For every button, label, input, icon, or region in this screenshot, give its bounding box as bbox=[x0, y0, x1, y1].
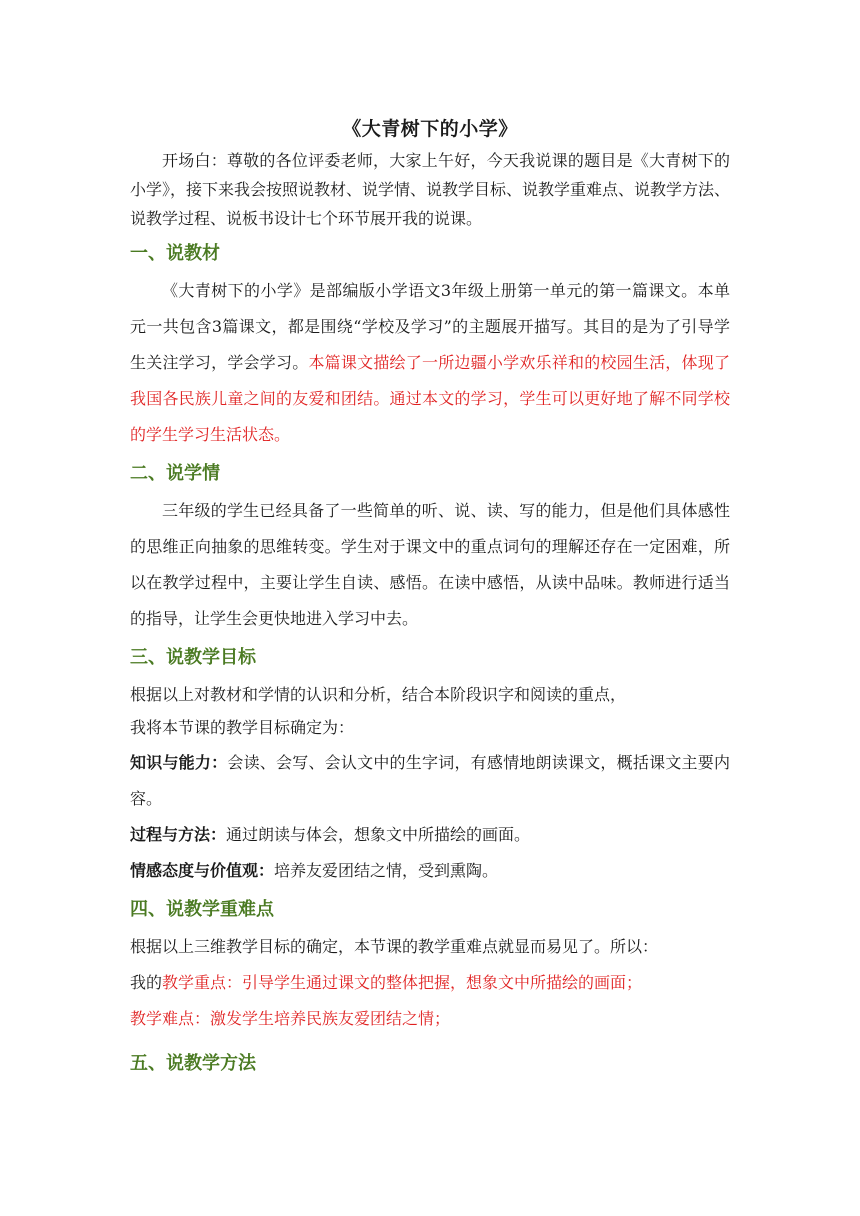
objective-attitude-text: 培养友爱团结之情，受到熏陶。 bbox=[274, 861, 499, 880]
intro-paragraph: 开场白：尊敬的各位评委老师，大家上午好，今天我说课的题目是《大青树下的小学》，接下来我会按照说教材、说学情、说教学目标、说教学重难点、说教学方法、说教学过程、说板书设计七个环节展开我的说课。 bbox=[130, 151, 731, 228]
section-heading-learners: 二、说学情 bbox=[130, 463, 220, 484]
objective-process bbox=[130, 817, 730, 853]
difficult-point-text: 教学难点：激发学生培养民族友爱团结之情； bbox=[130, 1009, 451, 1028]
textbook-highlight-text: 本篇课文描绘了一所边疆小学欢乐祥和的校园生活，体现了我国各民族儿童之间的友爱和团结。通过本文的学习，学生可以更好地了解不同学校的学生学习生活状态。 bbox=[130, 353, 730, 444]
objectives-line-1: 根据以上对教材和学情的认识和分析，结合本阶段识字和阅读的重点， bbox=[130, 685, 627, 704]
document-title: 《大青树下的小学》 bbox=[342, 118, 518, 140]
objective-process-text: 通过朗读与体会，想象文中所描绘的画面。 bbox=[226, 825, 531, 844]
objective-knowledge bbox=[130, 745, 730, 817]
objective-attitude-label: 情感态度与价值观： bbox=[130, 861, 275, 880]
objective-knowledge-label: 知识与能力： bbox=[130, 753, 228, 772]
learners-paragraph: 三年级的学生已经具备了一些简单的听、说、读、写的能力，但是他们具体感性的思维正向抽象的思维转变。学生对于课文中的重点词句的理解还存在一定困难，所以在教学过程中，主要让学生自读、感悟。在读中感悟，从读中品味。教师进行适当的指导，让学生会更快地进入学习中去。 bbox=[130, 501, 730, 628]
key-points-focus bbox=[130, 965, 730, 1001]
objectives-line-2: 我将本节课的教学目标确定为： bbox=[130, 718, 355, 737]
key-points-prefix: 我的 bbox=[130, 973, 163, 992]
objective-attitude bbox=[130, 853, 730, 889]
key-point-text: 教学重点：引导学生通过课文的整体把握，想象文中所描绘的画面； bbox=[162, 973, 643, 992]
textbook-paragraph bbox=[130, 273, 730, 453]
section-heading-objectives: 三、说教学目标 bbox=[130, 647, 256, 668]
section-heading-key-points: 四、说教学重难点 bbox=[130, 899, 274, 920]
key-points-line-1: 根据以上三维教学目标的确定，本节课的教学重难点就显而易见了。所以： bbox=[130, 937, 659, 956]
section-heading-methods: 五、说教学方法 bbox=[130, 1053, 256, 1074]
objective-knowledge-text: 会读、会写、会认文中的生字词，有感情地朗读课文，概括课文主要内容。 bbox=[130, 753, 730, 808]
objective-process-label: 过程与方法： bbox=[130, 825, 227, 844]
document-page bbox=[130, 112, 730, 1083]
textbook-text: 《大青树下的小学》是部编版小学语文3年级上册第一单元的第一篇课文。本单元一共包含3篇课文，都是围绕“学校及学习”的主题展开描写。其目的是为了引导学生关注学习，学会学习。 bbox=[130, 281, 730, 372]
section-heading-textbook: 一、说教材 bbox=[130, 243, 220, 264]
